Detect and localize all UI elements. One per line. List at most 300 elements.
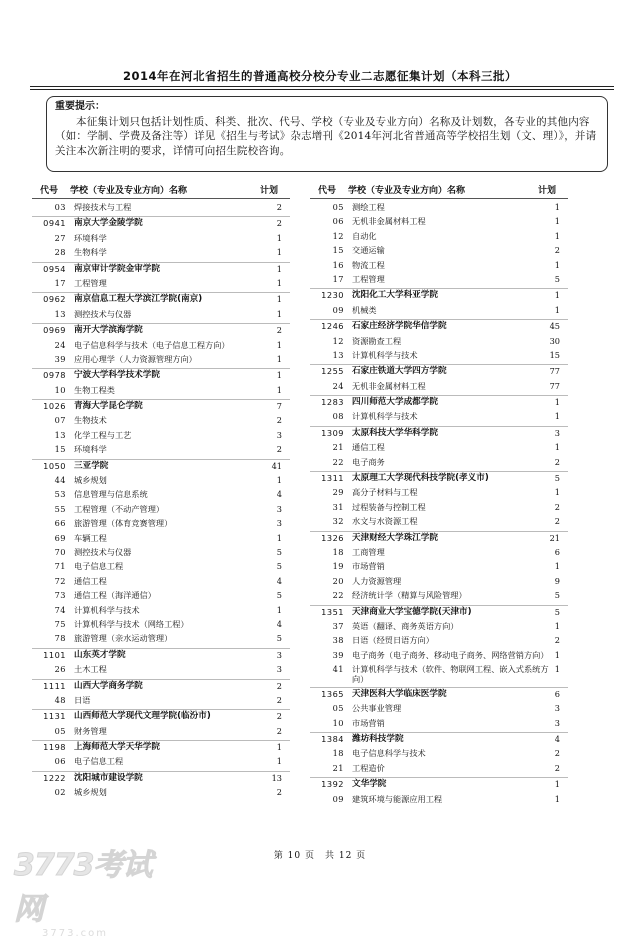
major-row <box>32 339 290 353</box>
major-name: 工程管理 <box>74 277 107 288</box>
row-plan-count: 1 <box>276 475 282 486</box>
row-plan-count: 1 <box>276 756 282 767</box>
school-row <box>310 319 568 334</box>
major-row <box>32 277 290 291</box>
major-name: 电子信息科学与技术 <box>352 748 426 759</box>
school-row <box>310 732 568 747</box>
row-plan-count: 13 <box>271 772 282 783</box>
row-plan-count: 5 <box>554 606 560 617</box>
major-name: 环境科学 <box>74 232 107 243</box>
school-row <box>32 709 290 724</box>
row-code: 48 <box>54 694 66 705</box>
school-name: 天津医科大学临床医学院 <box>352 688 447 699</box>
major-row <box>310 410 568 424</box>
row-plan-count: 1 <box>554 290 560 301</box>
major-row <box>310 620 568 634</box>
right-column-header <box>310 180 568 199</box>
row-code: 05 <box>54 725 66 736</box>
major-row <box>310 230 568 244</box>
row-code: 24 <box>54 339 66 350</box>
school-row <box>32 216 290 231</box>
row-code: 1351 <box>321 606 344 617</box>
major-name: 计算机科学与技术（软件、物联网工程、嵌入式系统方向） <box>352 664 549 684</box>
row-plan-count: 2 <box>554 501 560 512</box>
school-name: 三亚学院 <box>74 460 109 471</box>
major-row <box>32 414 290 428</box>
page-footer: 第 10 页 共 12 页 <box>273 851 367 861</box>
row-plan-count: 1 <box>276 742 282 753</box>
major-row <box>32 443 290 457</box>
row-plan-count: 1 <box>276 339 282 350</box>
row-code: 70 <box>54 546 66 557</box>
row-plan-count: 77 <box>549 380 560 391</box>
major-name: 市场营销 <box>352 561 385 572</box>
row-code: 22 <box>332 590 344 601</box>
school-name: 潍坊科技学院 <box>352 734 404 745</box>
major-row <box>310 273 568 287</box>
row-code: 21 <box>332 442 344 453</box>
row-code: 29 <box>332 487 344 498</box>
row-code: 27 <box>54 232 66 243</box>
school-row <box>32 399 290 414</box>
major-row <box>32 589 290 603</box>
row-plan-count: 2 <box>276 325 282 336</box>
row-code: 66 <box>54 518 66 529</box>
major-row <box>310 762 568 776</box>
row-plan-count: 4 <box>554 734 560 745</box>
row-plan-count: 2 <box>276 444 282 455</box>
major-row <box>310 380 568 394</box>
row-code: 17 <box>54 277 66 288</box>
major-name: 电子信息工程 <box>74 561 124 572</box>
major-row <box>32 694 290 708</box>
row-code: 1050 <box>43 460 66 471</box>
row-code: 08 <box>332 411 344 422</box>
major-name: 生物技术 <box>74 415 107 426</box>
major-name: 日语 <box>74 694 91 705</box>
row-plan-count: 2 <box>554 762 560 773</box>
row-code: 1131 <box>43 711 66 722</box>
major-row <box>32 201 290 215</box>
school-row <box>310 364 568 379</box>
school-row <box>32 771 290 786</box>
row-plan-count: 2 <box>276 680 282 691</box>
row-code: 39 <box>54 353 66 364</box>
school-row <box>310 395 568 410</box>
row-plan-count: 5 <box>276 590 282 601</box>
row-code: 13 <box>54 308 66 319</box>
row-plan-count: 2 <box>276 711 282 722</box>
major-row <box>310 515 568 529</box>
row-code: 1326 <box>321 532 344 543</box>
row-code: 22 <box>332 456 344 467</box>
header-school: 学校（专业及专业方向）名称 <box>70 186 188 196</box>
document-title: 2014年在河北省招生的普通高校分校分专业二志愿征集计划（本科三批） <box>122 69 517 83</box>
school-row <box>310 687 568 702</box>
school-row <box>32 368 290 383</box>
row-plan-count: 1 <box>554 411 560 422</box>
major-name: 生物科学 <box>74 247 107 258</box>
row-code: 1222 <box>43 772 66 783</box>
row-plan-count: 1 <box>554 779 560 790</box>
major-row <box>32 560 290 574</box>
row-plan-count: 1 <box>554 397 560 408</box>
row-code: 15 <box>332 245 344 256</box>
header-plan: 计划 <box>259 186 278 196</box>
school-name: 天津财经大学珠江学院 <box>352 532 438 543</box>
major-name: 英语（翻译、商务英语方向） <box>352 620 459 631</box>
row-plan-count: 2 <box>276 787 282 798</box>
row-code: 1384 <box>321 734 344 745</box>
major-row <box>32 663 290 677</box>
row-code: 26 <box>54 664 66 675</box>
major-name: 电子商务 <box>352 456 385 467</box>
major-name: 通信工程 <box>74 575 107 586</box>
major-name: 应用心理学（人力资源管理方向） <box>74 353 197 364</box>
school-name: 山东英才学院 <box>74 649 126 660</box>
row-plan-count: 5 <box>554 590 560 601</box>
major-row <box>310 589 568 603</box>
row-code: 1283 <box>321 397 344 408</box>
major-row <box>32 725 290 739</box>
major-name: 工程管理 <box>352 273 385 284</box>
major-name: 测绘工程 <box>352 202 385 212</box>
watermark-logo <box>14 840 174 939</box>
row-code: 24 <box>332 380 344 391</box>
major-name: 经济统计学（精算与风险管理） <box>352 590 467 601</box>
row-code: 1246 <box>321 321 344 332</box>
major-row <box>310 335 568 349</box>
row-plan-count: 5 <box>276 546 282 557</box>
major-name: 工商管理 <box>352 546 385 557</box>
school-name: 太原理工大学现代科技学院(孝义市) <box>352 473 489 484</box>
row-plan-count: 4 <box>276 618 282 629</box>
row-plan-count: 1 <box>276 247 282 258</box>
row-plan-count: 1 <box>276 370 282 381</box>
row-code: 03 <box>54 202 66 212</box>
school-name: 石家庄经济学院华信学院 <box>352 321 447 332</box>
school-row <box>32 679 290 694</box>
major-row <box>32 755 290 769</box>
row-code: 1311 <box>321 473 344 484</box>
row-plan-count: 1 <box>554 216 560 227</box>
school-name: 南开大学滨海学院 <box>74 325 143 336</box>
row-plan-count: 1 <box>554 649 560 660</box>
major-name: 城乡规划 <box>74 787 107 798</box>
major-row <box>310 702 568 716</box>
row-code: 41 <box>332 664 344 675</box>
major-name: 旅游管理（体育竞赛管理） <box>74 518 173 529</box>
row-plan-count: 6 <box>554 546 560 557</box>
school-row <box>310 471 568 486</box>
major-name: 信息管理与信息系统 <box>74 489 148 500</box>
major-row <box>32 575 290 589</box>
row-plan-count: 1 <box>554 487 560 498</box>
row-code: 1365 <box>321 688 344 699</box>
row-plan-count: 1 <box>276 604 282 615</box>
left-column-header <box>32 180 290 199</box>
major-name: 车辆工程 <box>74 532 107 543</box>
row-plan-count: 3 <box>554 427 560 438</box>
row-plan-count: 30 <box>549 335 560 346</box>
row-code: 13 <box>332 349 344 360</box>
row-plan-count: 5 <box>554 273 560 284</box>
school-row <box>310 426 568 441</box>
row-code: 10 <box>54 384 66 395</box>
major-name: 资源勘查工程 <box>352 335 402 346</box>
row-plan-count: 6 <box>554 688 560 699</box>
major-name: 土木工程 <box>74 664 107 675</box>
row-plan-count: 15 <box>549 349 560 360</box>
row-plan-count: 1 <box>554 230 560 241</box>
major-row <box>32 246 290 260</box>
major-row <box>310 215 568 229</box>
row-code: 1111 <box>43 680 66 691</box>
row-code: 0969 <box>43 325 66 336</box>
school-name: 太原科技大学华科学院 <box>352 427 438 438</box>
major-name: 环境科学 <box>74 444 107 455</box>
row-plan-count: 1 <box>276 384 282 395</box>
row-code: 75 <box>54 618 66 629</box>
major-name: 计算机科学与技术 <box>74 604 140 615</box>
school-row <box>32 459 290 474</box>
row-code: 06 <box>54 756 66 767</box>
row-code: 71 <box>54 561 66 572</box>
notice-label: 重要提示： <box>55 101 105 112</box>
major-name: 计算机科学与技术 <box>352 411 418 422</box>
row-plan-count: 7 <box>276 401 282 412</box>
school-name: 南京审计学院金审学院 <box>74 263 160 274</box>
major-row <box>310 747 568 761</box>
row-code: 10 <box>332 717 344 728</box>
major-row <box>32 308 290 322</box>
major-row <box>32 546 290 560</box>
row-plan-count: 3 <box>276 664 282 675</box>
row-plan-count: 3 <box>554 703 560 714</box>
row-plan-count: 2 <box>276 694 282 705</box>
major-row <box>310 441 568 455</box>
row-plan-count: 3 <box>276 649 282 660</box>
row-code: 17 <box>332 273 344 284</box>
major-name: 测控技术与仪器 <box>74 308 132 319</box>
school-row <box>32 292 290 307</box>
major-row <box>310 501 568 515</box>
row-code: 06 <box>332 216 344 227</box>
major-row <box>310 575 568 589</box>
major-name: 计算机科学与技术 <box>352 349 418 360</box>
row-code: 1026 <box>43 401 66 412</box>
major-row <box>32 474 290 488</box>
row-plan-count: 1 <box>554 304 560 315</box>
row-code: 05 <box>332 703 344 714</box>
major-row <box>32 503 290 517</box>
school-row <box>32 740 290 755</box>
major-row <box>310 304 568 318</box>
row-code: 78 <box>54 633 66 644</box>
row-code: 16 <box>332 259 344 270</box>
school-name: 上海师范大学天华学院 <box>74 742 160 753</box>
row-plan-count: 1 <box>554 620 560 631</box>
row-code: 0954 <box>43 263 66 274</box>
major-name: 测控技术与仪器 <box>74 546 132 557</box>
row-plan-count: 5 <box>554 473 560 484</box>
row-code: 55 <box>54 503 66 514</box>
school-name: 天津商业大学宝德学院(天津市) <box>352 606 472 617</box>
major-row <box>32 488 290 502</box>
watermark-sub: 3773.com <box>42 928 108 939</box>
major-name: 机械类 <box>352 304 377 315</box>
header-code: 代号 <box>318 186 337 196</box>
school-row <box>310 605 568 620</box>
row-plan-count: 1 <box>276 232 282 243</box>
row-code: 13 <box>54 429 66 440</box>
major-name: 公共事业管理 <box>352 703 402 714</box>
row-plan-count: 9 <box>554 575 560 586</box>
major-row <box>310 649 568 663</box>
row-plan-count: 2 <box>554 245 560 256</box>
notice-text: 本征集计划只包括计划性质、科类、批次、代号、学校（专业及专业方向）名称及计划数，各专业的其他内容（如：学制、学费及备注等）详见《招生与考试》杂志增刊《2014年河北省普通高等学校招生划（文、理）》，并请关注本次新注明的要求，详情可向招生院校咨询。 <box>55 115 597 157</box>
row-plan-count: 5 <box>276 633 282 644</box>
major-row <box>310 259 568 273</box>
school-name: 四川师范大学成都学院 <box>352 397 438 408</box>
school-name: 石家庄铁道大学四方学院 <box>352 366 447 377</box>
row-plan-count: 41 <box>271 460 282 471</box>
row-plan-count: 1 <box>276 532 282 543</box>
row-code: 69 <box>54 532 66 543</box>
row-plan-count: 3 <box>276 503 282 514</box>
row-code: 21 <box>332 762 344 773</box>
row-code: 72 <box>54 575 66 586</box>
row-plan-count: 1 <box>554 202 560 212</box>
school-name: 山西大学商务学院 <box>74 680 143 691</box>
row-code: 1255 <box>321 366 344 377</box>
school-name: 沈阳化工大学科亚学院 <box>352 290 438 301</box>
row-code: 09 <box>332 304 344 315</box>
row-code: 1101 <box>43 649 66 660</box>
row-code: 18 <box>332 748 344 759</box>
school-name: 宁波大学科学技术学院 <box>74 370 160 381</box>
row-plan-count: 77 <box>549 366 560 377</box>
major-name: 焊接技术与工程 <box>74 202 132 212</box>
row-code: 12 <box>332 335 344 346</box>
major-name: 高分子材料与工程 <box>352 487 418 498</box>
row-code: 20 <box>332 575 344 586</box>
row-code: 1230 <box>321 290 344 301</box>
row-code: 1309 <box>321 427 344 438</box>
row-code: 12 <box>332 230 344 241</box>
right-column <box>310 180 568 807</box>
school-name: 青海大学昆仑学院 <box>74 401 143 412</box>
major-row <box>32 632 290 646</box>
row-plan-count: 1 <box>276 353 282 364</box>
major-name: 无机非金属材料工程 <box>352 216 426 227</box>
major-row <box>310 244 568 258</box>
major-name: 交通运输 <box>352 245 385 256</box>
major-name: 通信工程 <box>352 442 385 453</box>
school-row <box>310 777 568 792</box>
major-name: 城乡规划 <box>74 475 107 486</box>
row-code: 02 <box>54 787 66 798</box>
major-name: 电子信息工程 <box>74 756 124 767</box>
major-row <box>310 560 568 574</box>
major-row <box>32 786 290 800</box>
major-name: 电子商务（电子商务、移动电子商务、网络营销方向） <box>352 649 549 660</box>
major-row <box>310 456 568 470</box>
major-row <box>310 717 568 731</box>
major-name: 财务管理 <box>74 725 107 736</box>
title-rule-top <box>30 86 614 87</box>
row-plan-count: 21 <box>549 532 560 543</box>
row-code: 28 <box>54 247 66 258</box>
header-code: 代号 <box>40 186 59 196</box>
row-plan-count: 1 <box>554 793 560 804</box>
school-row <box>310 288 568 303</box>
row-code: 18 <box>332 546 344 557</box>
row-code: 0941 <box>43 218 66 229</box>
row-plan-count: 1 <box>554 442 560 453</box>
row-plan-count: 2 <box>276 202 282 212</box>
row-code: 31 <box>332 501 344 512</box>
major-name: 无机非金属材料工程 <box>352 380 426 391</box>
row-plan-count: 2 <box>276 218 282 229</box>
row-code: 1392 <box>321 779 344 790</box>
major-name: 工程造价 <box>352 762 385 773</box>
major-name: 工程管理（不动产管理） <box>74 503 165 514</box>
major-name: 市场营销 <box>352 717 385 728</box>
row-plan-count: 1 <box>554 561 560 572</box>
major-name: 过程装备与控制工程 <box>352 501 426 512</box>
row-plan-count: 2 <box>554 748 560 759</box>
school-name: 文华学院 <box>352 779 387 790</box>
row-code: 0962 <box>43 294 66 305</box>
watermark-main: 3773考试网 <box>14 848 152 927</box>
row-plan-count: 1 <box>276 308 282 319</box>
major-row <box>310 793 568 807</box>
row-code: 73 <box>54 590 66 601</box>
row-plan-count: 5 <box>276 561 282 572</box>
row-code: 38 <box>332 635 344 646</box>
school-name: 沈阳城市建设学院 <box>74 772 143 783</box>
notice-box <box>46 96 608 172</box>
major-name: 日语（经贸日语方向） <box>352 635 434 646</box>
major-name: 生物工程类 <box>74 384 115 395</box>
major-name: 计算机科学与技术（网络工程） <box>74 618 189 629</box>
major-name: 水文与水资源工程 <box>352 516 418 527</box>
major-row <box>32 429 290 443</box>
major-row <box>32 384 290 398</box>
row-code: 39 <box>332 649 344 660</box>
row-plan-count: 2 <box>554 456 560 467</box>
school-row <box>310 531 568 546</box>
school-row <box>32 323 290 338</box>
major-row <box>32 517 290 531</box>
row-code: 44 <box>54 475 66 486</box>
left-column <box>32 180 290 801</box>
major-row <box>32 618 290 632</box>
major-row <box>310 663 568 686</box>
row-plan-count: 2 <box>276 415 282 426</box>
row-code: 19 <box>332 561 344 572</box>
school-name: 南京大学金陵学院 <box>74 218 143 229</box>
row-code: 37 <box>332 620 344 631</box>
major-row <box>32 353 290 367</box>
row-plan-count: 2 <box>554 635 560 646</box>
major-row <box>310 201 568 215</box>
major-name: 建筑环境与能源应用工程 <box>352 793 443 804</box>
school-row <box>32 262 290 277</box>
row-code: 74 <box>54 604 66 615</box>
major-name: 自动化 <box>352 230 377 241</box>
